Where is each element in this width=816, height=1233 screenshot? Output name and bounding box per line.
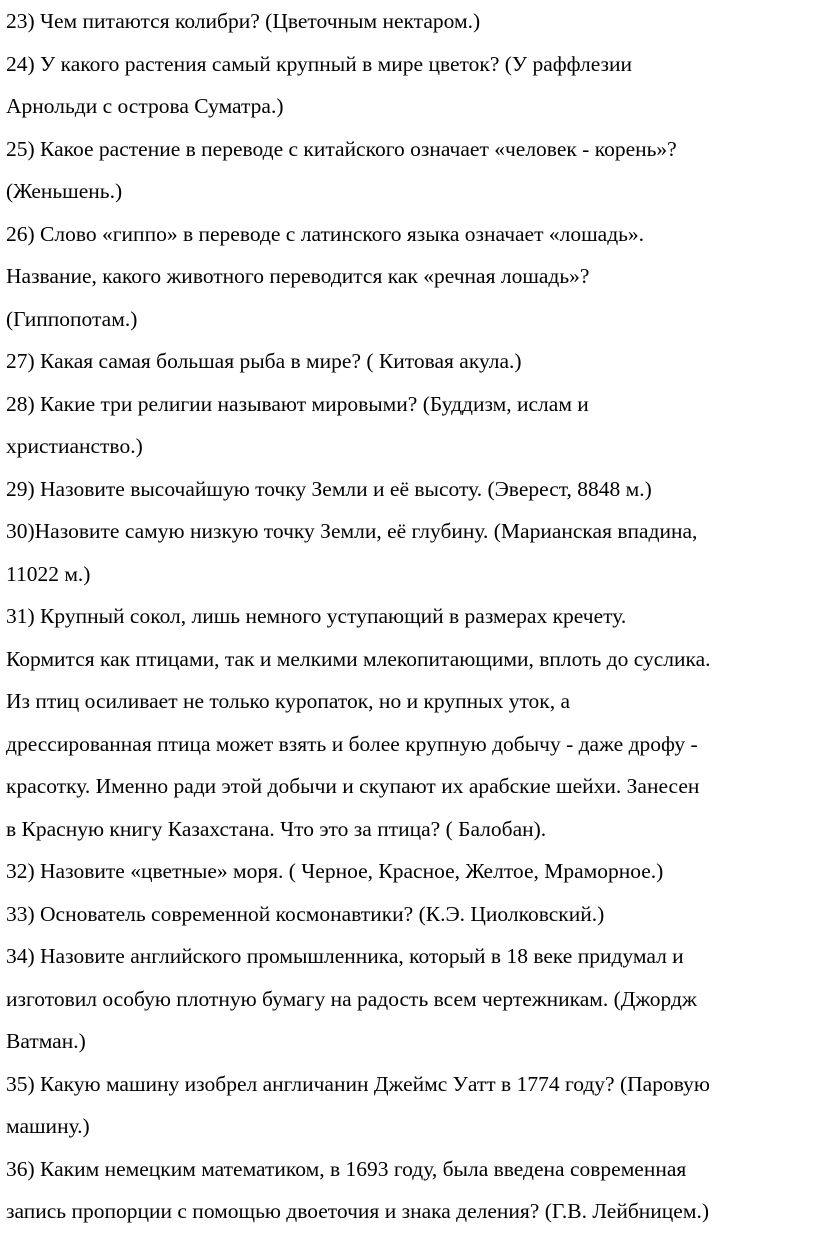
text-line: машину.) [6, 1114, 90, 1138]
text-line: дрессированная птица может взять и более крупную добычу - даже дрофу - [6, 731, 698, 756]
text-line: Название, какого животного переводится как «речная лошадь»? [6, 264, 590, 288]
text-line: Кормится как птицами, так и мелкими млекопитающими, вплоть до суслика. [6, 646, 711, 671]
text-line: 26) Слово «гиппо» в переводе с латинского языка означает «лошадь». [6, 221, 645, 246]
text-line: Из птиц осиливает не только куропаток, но и крупных уток, а [6, 689, 571, 713]
text-line: 28) Какие три религии называют мировыми? (Буддизм, ислам и [6, 391, 589, 416]
text-line: 36) Каким немецким математиком, в 1693 году, была введена современная [6, 1156, 687, 1181]
text-line: в Красную книгу Казахстана. Что это за птица? ( Балобан). [6, 816, 547, 841]
text-line: 11022 м.) [6, 561, 91, 586]
text-line: 25) Какое растение в переводе с китайского означает «человек - корень»? [6, 136, 677, 161]
document-body [6, 0, 812, 1233]
text-line: 30)Назовите самую низкую точку Земли, её глубину. (Марианская впадина, [6, 519, 698, 543]
text-line: 35) Какую машину изобрел англичанин Джеймс Уатт в 1774 году? (Паровую [6, 1071, 710, 1096]
text-line: 32) Назовите «цветные» моря. ( Черное, Красное, Желтое, Мраморное.) [6, 859, 664, 883]
text-line: 23) Чем питаются колибри? (Цветочным нектаром.) [6, 9, 481, 33]
text-line: изготовил особую плотную бумагу на радость всем чертежникам. (Джордж [6, 986, 697, 1011]
text-line: красотку. Именно ради этой добычи и скупают их арабские шейхи. Занесен [6, 774, 700, 798]
text-line: 27) Какая самая большая рыба в мире? ( Китовая акула.) [6, 349, 522, 373]
text-line: (Гиппопотам.) [6, 306, 138, 331]
text-line: 24) У какого растения самый крупный в мире цветок? (У раффлезии [6, 51, 633, 76]
text-line: 31) Крупный сокол, лишь немного уступающий в размерах кречету. [6, 604, 627, 628]
text-line: 33) Основатель современной космонавтики? (К.Э. Циолковский.) [6, 901, 605, 926]
text-line: Ватман.) [6, 1029, 86, 1053]
text-line: 34) Назовите английского промышленника, который в 18 веке придумал и [6, 944, 684, 968]
text-line: Арнольди с острова Суматра.) [6, 94, 284, 118]
text-line: запись пропорции с помощью двоеточия и знака деления? (Г.В. Лейбницем.) [6, 1199, 709, 1223]
text-line: (Женьшень.) [6, 179, 123, 203]
text-line: 29) Назовите высочайшую точку Земли и её высоту. (Эверест, 8848 м.) [6, 476, 652, 501]
text-line: христианство.) [6, 434, 143, 458]
